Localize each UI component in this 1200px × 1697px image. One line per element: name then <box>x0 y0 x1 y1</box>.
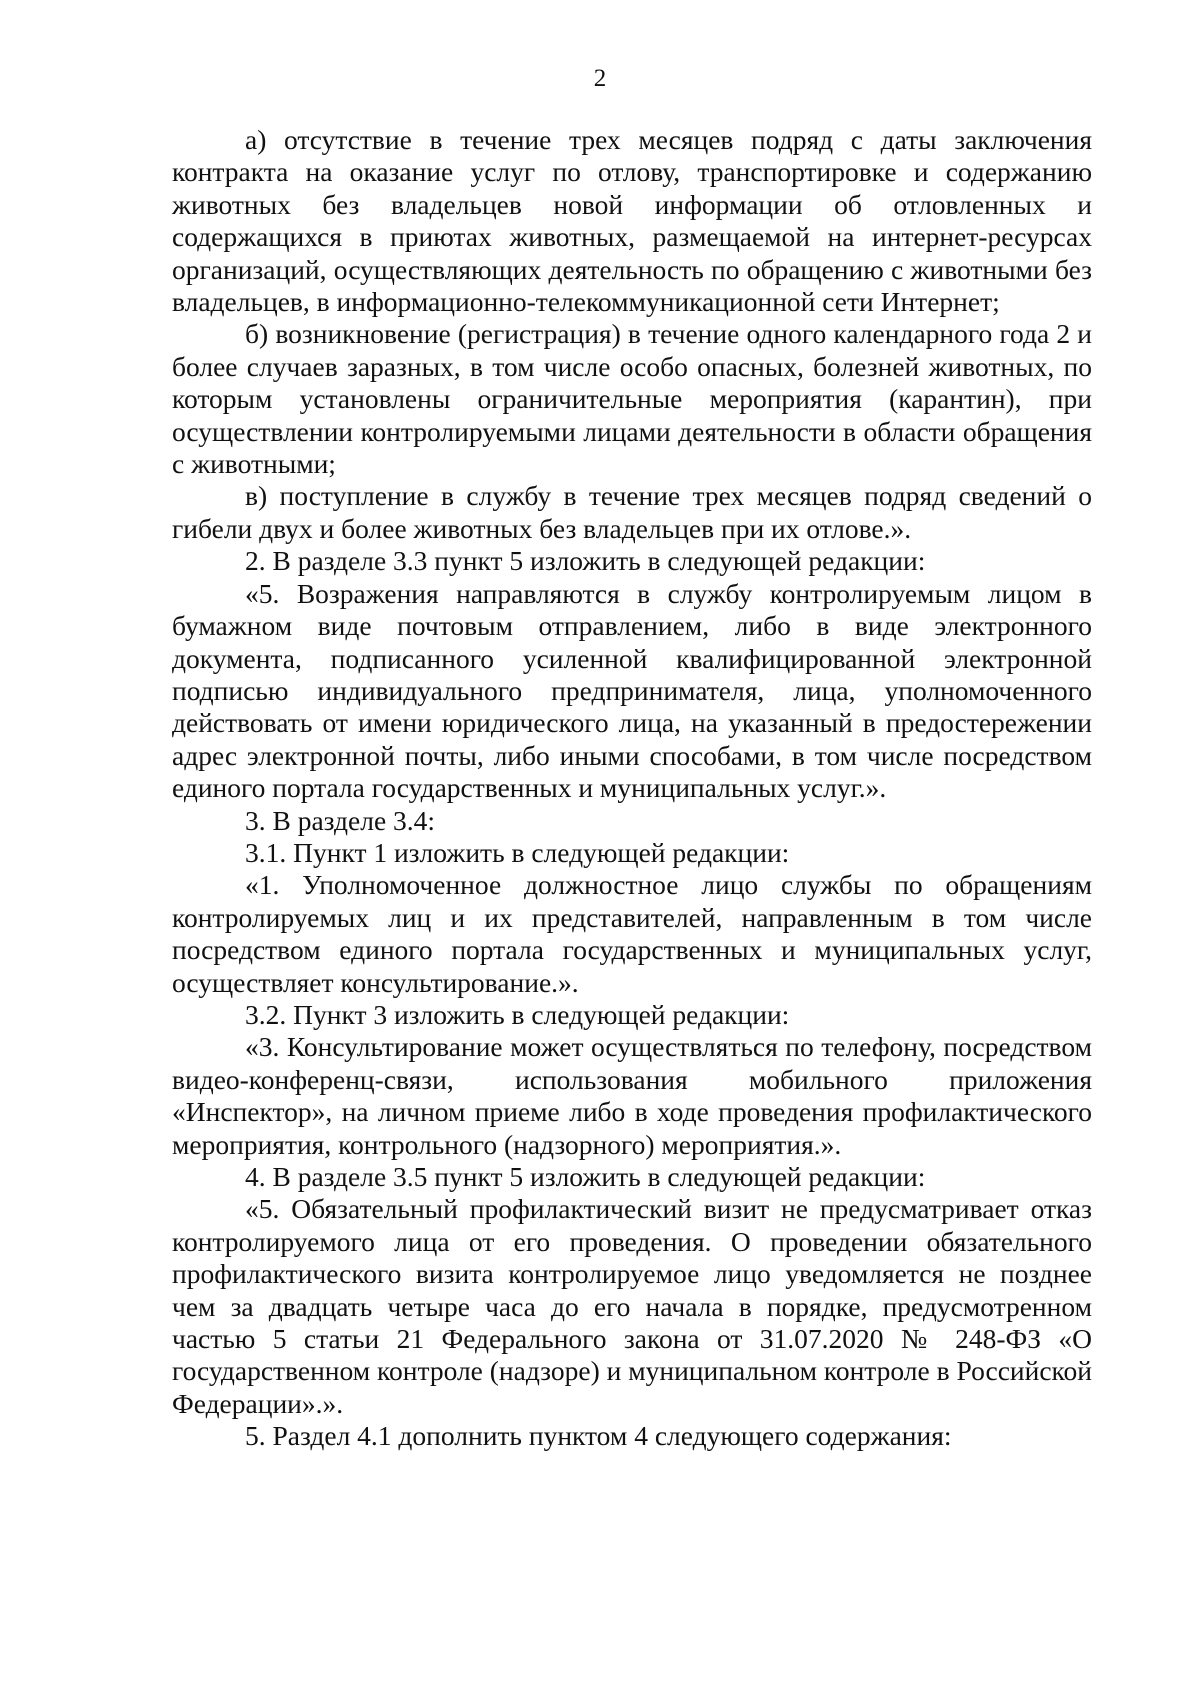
document-body <box>172 124 1092 1453</box>
page-number: 2 <box>593 65 607 92</box>
paragraph-section-2: 2. В разделе 3.3 пункт 5 изложить в следующей редакции: <box>245 545 926 577</box>
paragraph-section-4: 4. В разделе 3.5 пункт 5 изложить в следующей редакции: <box>245 1161 926 1192</box>
paragraph-section-2-point-5: «5. Возражения направляются в службу контролируемым лицом в бумажном виде почтовым отправлением, либо в виде электронного документа, подписанного усиленной квалифицированной электронной подписью индивидуального предпринимателя, лица, уполномоченного действовать от имени юридического лица, на указанный в предостережении адрес электронной почты, либо иными способами, в том числе посредством единого портала государственных и муниципальных услуг.». <box>172 577 1092 804</box>
paragraph-section-3-1: 3.1. Пункт 1 изложить в следующей редакции: <box>245 836 790 868</box>
paragraph-section-3-2: 3.2. Пункт 3 изложить в следующей редакции: <box>245 998 790 1030</box>
paragraph-item-a: а) отсутствие в течение трех месяцев подряд с даты заключения контракта на оказание услуг по отлову, транспортировке и содержанию животных без владельцев новой информации об отловленных и содержащихся в приютах животных, размещаемой на интернет-ресурсах организаций, осуществляющих деятельность по обращению с животными без владельцев, в информационно-телекоммуникационной сети Интернет; <box>172 124 1092 318</box>
paragraph-section-5: 5. Раздел 4.1 дополнить пунктом 4 следующего содержания: <box>245 1420 952 1452</box>
paragraph-section-3-1-text: «1. Уполномоченное должностное лицо службы по обращениям контролируемых лиц и их представителей, направленным в том числе посредством единого портала государственных и муниципальных услуг, осуществляет консультирование.». <box>172 869 1092 998</box>
paragraph-section-3-2-text: «3. Консультирование может осуществляться по телефону, посредством видео-конференц-связи, использования мобильного приложения «Инспектор», на личном приеме либо в ходе проведения профилактического мероприятия, контрольного (надзорного) мероприятия.». <box>172 1031 1092 1160</box>
paragraph-section-4-point-5: «5. Обязательный профилактический визит не предусматривает отказ контролируемого лица от его проведения. О проведении обязательного профилактического визита контролируемое лицо уведомляется не позднее чем за двадцать четыре часа до его начала в порядке, предусмотренном частью 5 статьи 21 Федерального закона от 31.07.2020 № 248-ФЗ «О государственном контроле (надзоре) и муниципальном контроле в Российской Федерации».». <box>172 1193 1092 1419</box>
paragraph-section-3: 3. В разделе 3.4: <box>245 804 436 836</box>
paragraph-item-v: в) поступление в службу в течение трех месяцев подряд сведений о гибели двух и более животных без владельцев при их отлове.». <box>172 480 1092 544</box>
paragraph-item-b: б) возникновение (регистрация) в течение одного календарного года 2 и более случаев заразных, в том числе особо опасных, болезней животных, по которым установлены ограничительные мероприятия (карантин), при осуществлении контролируемыми лицами деятельности в области обращения с животными; <box>172 318 1092 480</box>
